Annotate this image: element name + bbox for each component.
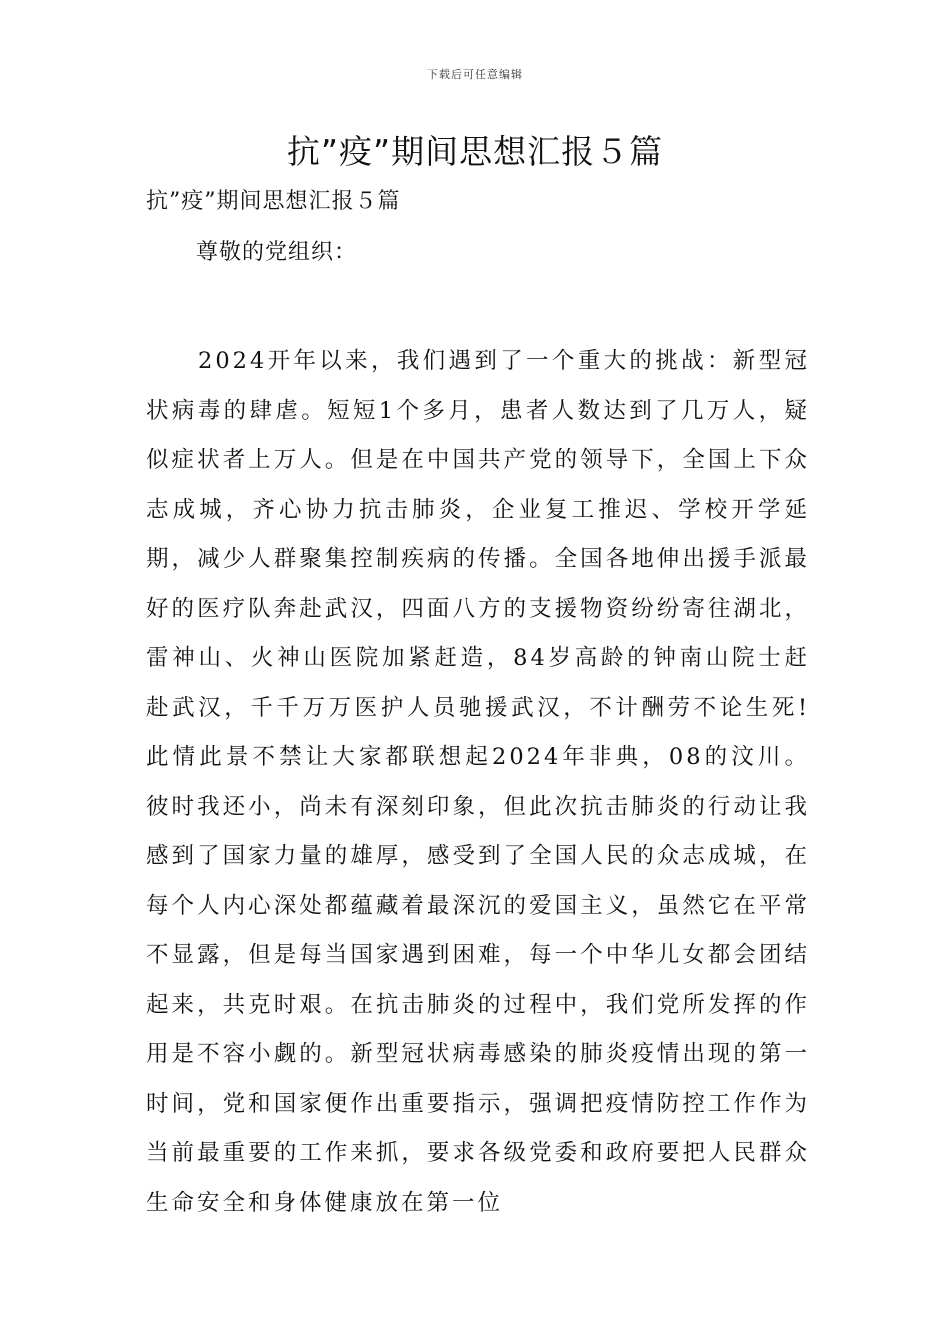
body-paragraph: 2024开年以来，我们遇到了一个重大的挑战：新型冠状病毒的肆虐。短短1个多月，患者人数达到了几万人，疑似症状者上万人。但是在中国共产党的领导下，全国上下众志成城，齐心协力抗击肺炎，企业复工推迟、学校开学延期，减少人群聚集控制疾病的传播。全国各地伸出援手派最好的医疗队奔赴武汉，四面八方的支援物资纷纷寄往湖北，雷神山、火神山医院加紧赶造，84岁高龄的钟南山院士赶赴武汉，千千万万医护人员驰援武汉，不计酬劳不论生死!此情此景不禁让大家都联想起2024年非典，08的汶川。彼时我还小，尚未有深刻印象，但此次抗击肺炎的行动让我感到了国家力量的雄厚，感受到了全国人民的众志成城，在每个人内心深处都蕴藏着最深沉的爱国主义，虽然它在平常不显露，但是每当国家遇到困难，每一个中华儿女都会团结起来，共克时艰。在抗击肺炎的过程中，我们党所发挥的作用是不容小觑的。新型冠状病毒感染的肺炎疫情出现的第一时间，党和国家便作出重要指示，强调把疫情防控工作作为当前最重要的工作来抓，要求各级党委和政府要把人民群众生命安全和身体健康放在第一位: [146, 348, 810, 1216]
salutation: 尊敬的党组织：: [196, 240, 358, 265]
header-note: 下载后可任意编辑: [427, 68, 523, 81]
document-subtitle: 抗”疫”期间思想汇报５篇: [146, 189, 401, 214]
document-title: 抗”疫”期间思想汇报５篇: [286, 132, 664, 171]
